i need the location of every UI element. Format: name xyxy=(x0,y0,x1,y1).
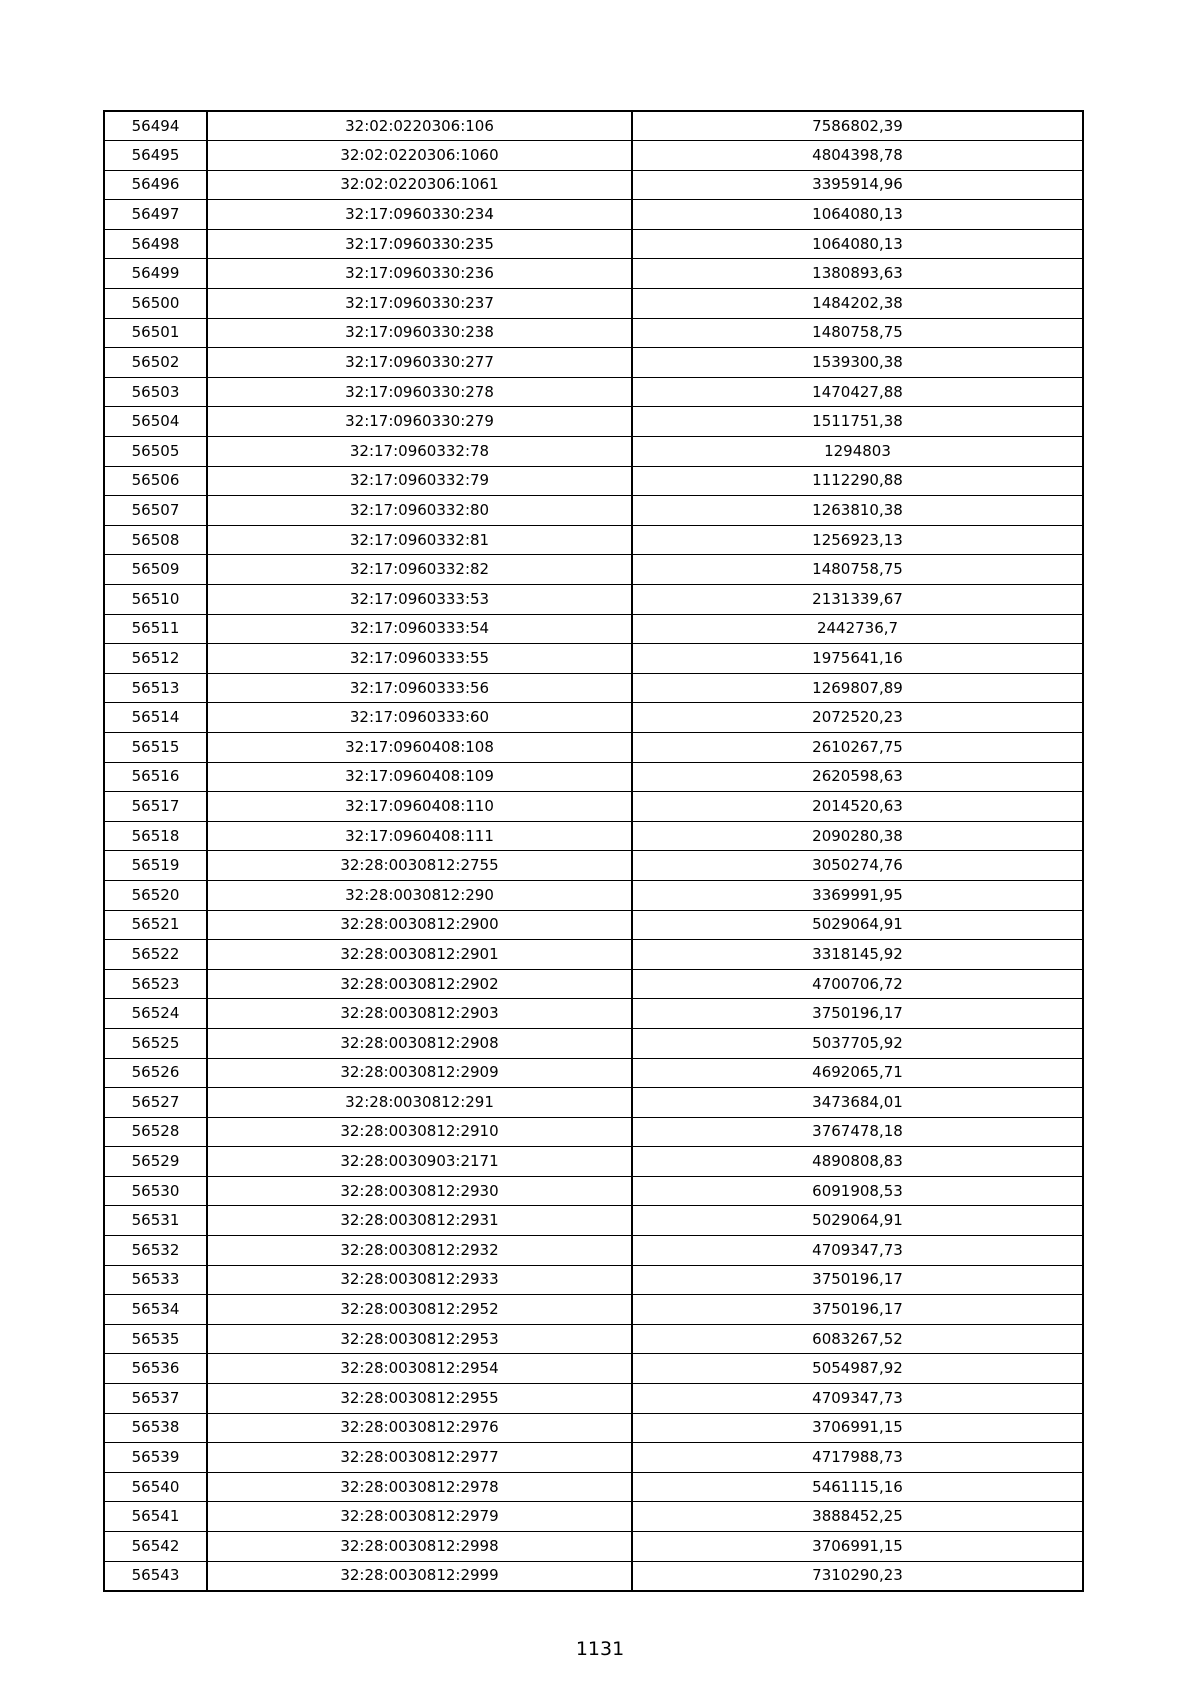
table-row xyxy=(104,1413,1083,1443)
row-number-cell: 56502 xyxy=(104,348,207,378)
row-number-cell: 56507 xyxy=(104,496,207,526)
cadastral-number-cell: 32:17:0960330:279 xyxy=(207,407,632,437)
row-number-cell: 56519 xyxy=(104,851,207,881)
row-number-cell: 56529 xyxy=(104,1147,207,1177)
cadastral-number-cell: 32:17:0960408:110 xyxy=(207,792,632,822)
cadastral-number-cell: 32:17:0960333:55 xyxy=(207,644,632,674)
cadastral-number-cell: 32:28:0030812:2755 xyxy=(207,851,632,881)
row-number-cell: 56536 xyxy=(104,1354,207,1384)
cadastral-number-cell: 32:28:0030812:2931 xyxy=(207,1206,632,1236)
row-number-cell: 56528 xyxy=(104,1117,207,1147)
cadastral-number-cell: 32:02:0220306:1061 xyxy=(207,170,632,200)
cadastral-value-cell: 5029064,91 xyxy=(632,910,1083,940)
cadastral-number-cell: 32:17:0960333:54 xyxy=(207,614,632,644)
row-number-cell: 56535 xyxy=(104,1324,207,1354)
table-row xyxy=(104,851,1083,881)
cadastral-value-cell: 3750196,17 xyxy=(632,1265,1083,1295)
row-number-cell: 56543 xyxy=(104,1561,207,1591)
cadastral-number-cell: 32:28:0030812:2908 xyxy=(207,1028,632,1058)
cadastral-number-cell: 32:28:0030812:2910 xyxy=(207,1117,632,1147)
cadastral-number-cell: 32:17:0960332:80 xyxy=(207,496,632,526)
table-row xyxy=(104,259,1083,289)
table-row xyxy=(104,1176,1083,1206)
table-row xyxy=(104,1295,1083,1325)
cadastral-value-cell: 6083267,52 xyxy=(632,1324,1083,1354)
row-number-cell: 56538 xyxy=(104,1413,207,1443)
row-number-cell: 56534 xyxy=(104,1295,207,1325)
cadastral-value-cell: 3750196,17 xyxy=(632,1295,1083,1325)
cadastral-value-cell: 3767478,18 xyxy=(632,1117,1083,1147)
row-number-cell: 56513 xyxy=(104,673,207,703)
cadastral-number-cell: 32:28:0030812:2977 xyxy=(207,1443,632,1473)
row-number-cell: 56525 xyxy=(104,1028,207,1058)
page-number: 1131 xyxy=(575,1638,625,1660)
cadastral-number-cell: 32:17:0960333:60 xyxy=(207,703,632,733)
row-number-cell: 56541 xyxy=(104,1502,207,1532)
table-row xyxy=(104,1147,1083,1177)
row-number-cell: 56501 xyxy=(104,318,207,348)
table-row xyxy=(104,229,1083,259)
row-number-cell: 56499 xyxy=(104,259,207,289)
cadastral-value-cell: 3369991,95 xyxy=(632,880,1083,910)
cadastral-value-cell: 4700706,72 xyxy=(632,969,1083,999)
table-row xyxy=(104,999,1083,1029)
cadastral-value-cell: 4709347,73 xyxy=(632,1236,1083,1266)
row-number-cell: 56540 xyxy=(104,1472,207,1502)
cadastral-number-cell: 32:02:0220306:1060 xyxy=(207,141,632,171)
table-row xyxy=(104,969,1083,999)
cadastral-value-cell: 3750196,17 xyxy=(632,999,1083,1029)
cadastral-value-cell: 2072520,23 xyxy=(632,703,1083,733)
table-row xyxy=(104,1117,1083,1147)
table-row xyxy=(104,525,1083,555)
table-row xyxy=(104,644,1083,674)
row-number-cell: 56512 xyxy=(104,644,207,674)
table-row xyxy=(104,1443,1083,1473)
table-row xyxy=(104,1088,1083,1118)
row-number-cell: 56510 xyxy=(104,585,207,615)
cadastral-number-cell: 32:28:0030812:2932 xyxy=(207,1236,632,1266)
table-row xyxy=(104,437,1083,467)
cadastral-value-cell: 1263810,38 xyxy=(632,496,1083,526)
row-number-cell: 56495 xyxy=(104,141,207,171)
table-row xyxy=(104,762,1083,792)
table-row xyxy=(104,703,1083,733)
cadastral-value-cell: 2131339,67 xyxy=(632,585,1083,615)
cadastral-value-cell: 7586802,39 xyxy=(632,111,1083,141)
cadastral-value-cell: 2610267,75 xyxy=(632,732,1083,762)
cadastral-number-cell: 32:17:0960408:109 xyxy=(207,762,632,792)
row-number-cell: 56503 xyxy=(104,377,207,407)
cadastral-value-table xyxy=(103,110,1084,1592)
cadastral-value-cell: 3888452,25 xyxy=(632,1502,1083,1532)
table-row xyxy=(104,821,1083,851)
cadastral-value-cell: 3318145,92 xyxy=(632,940,1083,970)
cadastral-number-cell: 32:17:0960332:79 xyxy=(207,466,632,496)
cadastral-value-cell: 7310290,23 xyxy=(632,1561,1083,1591)
table-row xyxy=(104,1206,1083,1236)
table-row xyxy=(104,1384,1083,1414)
row-number-cell: 56508 xyxy=(104,525,207,555)
cadastral-value-cell: 3706991,15 xyxy=(632,1413,1083,1443)
cadastral-value-cell: 1112290,88 xyxy=(632,466,1083,496)
table-row xyxy=(104,1028,1083,1058)
cadastral-value-cell: 1484202,38 xyxy=(632,289,1083,319)
cadastral-number-cell: 32:28:0030812:2952 xyxy=(207,1295,632,1325)
table-row xyxy=(104,910,1083,940)
row-number-cell: 56494 xyxy=(104,111,207,141)
table-row xyxy=(104,1502,1083,1532)
cadastral-value-cell: 5037705,92 xyxy=(632,1028,1083,1058)
table-row xyxy=(104,496,1083,526)
cadastral-number-cell: 32:28:0030812:2954 xyxy=(207,1354,632,1384)
cadastral-value-cell: 1480758,75 xyxy=(632,318,1083,348)
cadastral-number-cell: 32:28:0030812:2976 xyxy=(207,1413,632,1443)
cadastral-value-cell: 2014520,63 xyxy=(632,792,1083,822)
table-row xyxy=(104,614,1083,644)
cadastral-number-cell: 32:28:0030812:2953 xyxy=(207,1324,632,1354)
row-number-cell: 56526 xyxy=(104,1058,207,1088)
row-number-cell: 56530 xyxy=(104,1176,207,1206)
cadastral-number-cell: 32:17:0960330:238 xyxy=(207,318,632,348)
row-number-cell: 56496 xyxy=(104,170,207,200)
cadastral-value-cell: 1539300,38 xyxy=(632,348,1083,378)
row-number-cell: 56533 xyxy=(104,1265,207,1295)
cadastral-value-cell: 1256923,13 xyxy=(632,525,1083,555)
row-number-cell: 56527 xyxy=(104,1088,207,1118)
cadastral-number-cell: 32:17:0960408:108 xyxy=(207,732,632,762)
cadastral-value-cell: 1511751,38 xyxy=(632,407,1083,437)
table-row xyxy=(104,170,1083,200)
cadastral-value-cell: 5029064,91 xyxy=(632,1206,1083,1236)
table-row xyxy=(104,555,1083,585)
row-number-cell: 56509 xyxy=(104,555,207,585)
row-number-cell: 56504 xyxy=(104,407,207,437)
row-number-cell: 56523 xyxy=(104,969,207,999)
table-row xyxy=(104,792,1083,822)
table-row xyxy=(104,348,1083,378)
cadastral-value-cell: 5054987,92 xyxy=(632,1354,1083,1384)
cadastral-value-cell: 2090280,38 xyxy=(632,821,1083,851)
row-number-cell: 56498 xyxy=(104,229,207,259)
table-row xyxy=(104,407,1083,437)
cadastral-value-cell: 1294803 xyxy=(632,437,1083,467)
cadastral-number-cell: 32:28:0030812:2978 xyxy=(207,1472,632,1502)
cadastral-number-cell: 32:02:0220306:106 xyxy=(207,111,632,141)
cadastral-value-cell: 4717988,73 xyxy=(632,1443,1083,1473)
table-row xyxy=(104,1058,1083,1088)
cadastral-value-cell: 6091908,53 xyxy=(632,1176,1083,1206)
row-number-cell: 56520 xyxy=(104,880,207,910)
cadastral-number-cell: 32:17:0960332:81 xyxy=(207,525,632,555)
cadastral-number-cell: 32:17:0960330:235 xyxy=(207,229,632,259)
cadastral-value-cell: 4804398,78 xyxy=(632,141,1083,171)
cadastral-number-cell: 32:28:0030812:290 xyxy=(207,880,632,910)
table-row xyxy=(104,673,1083,703)
row-number-cell: 56537 xyxy=(104,1384,207,1414)
row-number-cell: 56511 xyxy=(104,614,207,644)
cadastral-number-cell: 32:28:0030812:2999 xyxy=(207,1561,632,1591)
table-row xyxy=(104,1265,1083,1295)
cadastral-value-cell: 2442736,7 xyxy=(632,614,1083,644)
cadastral-number-cell: 32:17:0960330:237 xyxy=(207,289,632,319)
cadastral-number-cell: 32:17:0960330:234 xyxy=(207,200,632,230)
cadastral-value-cell: 4890808,83 xyxy=(632,1147,1083,1177)
row-number-cell: 56517 xyxy=(104,792,207,822)
cadastral-number-cell: 32:28:0030812:2902 xyxy=(207,969,632,999)
cadastral-number-cell: 32:28:0030812:2955 xyxy=(207,1384,632,1414)
table-row xyxy=(104,111,1083,141)
cadastral-number-cell: 32:17:0960330:277 xyxy=(207,348,632,378)
table-row xyxy=(104,466,1083,496)
table-row xyxy=(104,289,1083,319)
row-number-cell: 56500 xyxy=(104,289,207,319)
table-row xyxy=(104,1561,1083,1591)
cadastral-number-cell: 32:17:0960333:56 xyxy=(207,673,632,703)
cadastral-number-cell: 32:28:0030812:2903 xyxy=(207,999,632,1029)
row-number-cell: 56518 xyxy=(104,821,207,851)
row-number-cell: 56532 xyxy=(104,1236,207,1266)
cadastral-number-cell: 32:28:0030812:2930 xyxy=(207,1176,632,1206)
cadastral-value-cell: 4692065,71 xyxy=(632,1058,1083,1088)
cadastral-number-cell: 32:28:0030812:291 xyxy=(207,1088,632,1118)
table-row xyxy=(104,1236,1083,1266)
table-row xyxy=(104,1324,1083,1354)
row-number-cell: 56514 xyxy=(104,703,207,733)
row-number-cell: 56506 xyxy=(104,466,207,496)
table-row xyxy=(104,585,1083,615)
cadastral-number-cell: 32:28:0030812:2900 xyxy=(207,910,632,940)
cadastral-value-cell: 3050274,76 xyxy=(632,851,1083,881)
row-number-cell: 56531 xyxy=(104,1206,207,1236)
table-row xyxy=(104,200,1083,230)
table-row xyxy=(104,1532,1083,1562)
cadastral-number-cell: 32:28:0030812:2998 xyxy=(207,1532,632,1562)
row-number-cell: 56521 xyxy=(104,910,207,940)
table-body xyxy=(104,111,1083,1591)
cadastral-number-cell: 32:17:0960332:82 xyxy=(207,555,632,585)
cadastral-value-cell: 1380893,63 xyxy=(632,259,1083,289)
row-number-cell: 56505 xyxy=(104,437,207,467)
cadastral-number-cell: 32:28:0030903:2171 xyxy=(207,1147,632,1177)
cadastral-value-cell: 3706991,15 xyxy=(632,1532,1083,1562)
row-number-cell: 56497 xyxy=(104,200,207,230)
table-row xyxy=(104,377,1083,407)
row-number-cell: 56522 xyxy=(104,940,207,970)
cadastral-value-cell: 1480758,75 xyxy=(632,555,1083,585)
cadastral-value-cell: 2620598,63 xyxy=(632,762,1083,792)
row-number-cell: 56515 xyxy=(104,732,207,762)
row-number-cell: 56516 xyxy=(104,762,207,792)
table-row xyxy=(104,1472,1083,1502)
row-number-cell: 56542 xyxy=(104,1532,207,1562)
table-row xyxy=(104,940,1083,970)
cadastral-value-cell: 4709347,73 xyxy=(632,1384,1083,1414)
cadastral-value-cell: 3395914,96 xyxy=(632,170,1083,200)
cadastral-value-cell: 1064080,13 xyxy=(632,229,1083,259)
cadastral-number-cell: 32:17:0960408:111 xyxy=(207,821,632,851)
cadastral-value-cell: 3473684,01 xyxy=(632,1088,1083,1118)
cadastral-value-cell: 5461115,16 xyxy=(632,1472,1083,1502)
cadastral-value-cell: 1269807,89 xyxy=(632,673,1083,703)
cadastral-value-cell: 1064080,13 xyxy=(632,200,1083,230)
table-row xyxy=(104,880,1083,910)
cadastral-number-cell: 32:28:0030812:2901 xyxy=(207,940,632,970)
cadastral-value-cell: 1470427,88 xyxy=(632,377,1083,407)
cadastral-number-cell: 32:28:0030812:2979 xyxy=(207,1502,632,1532)
cadastral-number-cell: 32:17:0960330:236 xyxy=(207,259,632,289)
cadastral-number-cell: 32:17:0960332:78 xyxy=(207,437,632,467)
cadastral-number-cell: 32:28:0030812:2909 xyxy=(207,1058,632,1088)
cadastral-number-cell: 32:28:0030812:2933 xyxy=(207,1265,632,1295)
table-row xyxy=(104,318,1083,348)
row-number-cell: 56524 xyxy=(104,999,207,1029)
cadastral-number-cell: 32:17:0960333:53 xyxy=(207,585,632,615)
table-row xyxy=(104,732,1083,762)
table-row xyxy=(104,141,1083,171)
cadastral-number-cell: 32:17:0960330:278 xyxy=(207,377,632,407)
table-row xyxy=(104,1354,1083,1384)
row-number-cell: 56539 xyxy=(104,1443,207,1473)
cadastral-value-cell: 1975641,16 xyxy=(632,644,1083,674)
